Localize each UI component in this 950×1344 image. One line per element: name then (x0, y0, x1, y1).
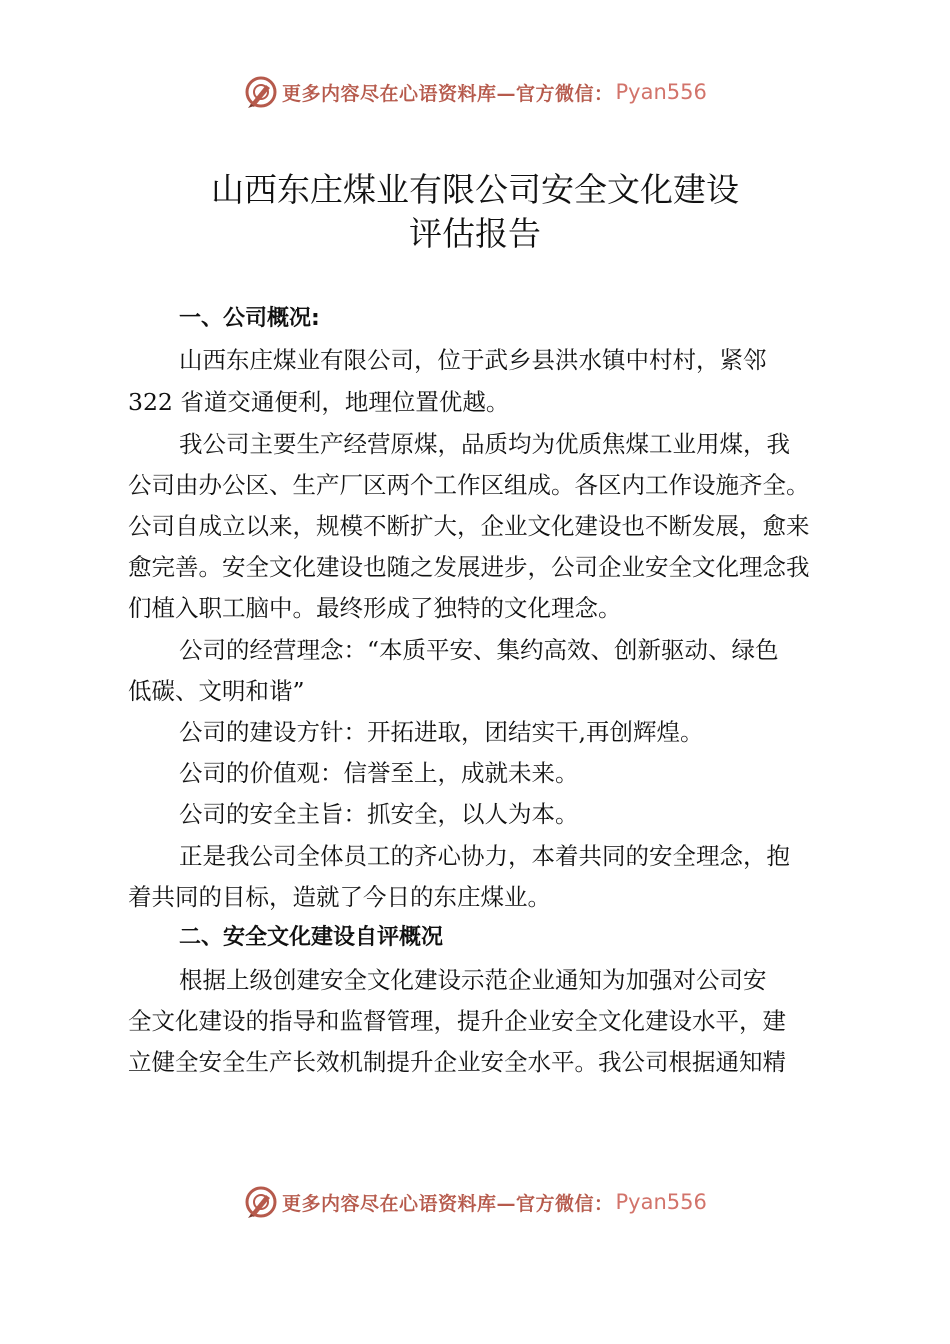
body-line: 们植入职工脑中。最终形成了独特的文化理念。 (128, 594, 622, 622)
section-heading-2: 二、安全文化建设自评概况 (179, 925, 444, 950)
watermark-wechat-id: Pyan556 (615, 1190, 707, 1214)
body-line: 着共同的目标，造就了今日的东庄煤业。 (128, 883, 551, 911)
body-line: 正是我公司全体员工的齐心协力，本着共同的安全理念，抱 (179, 842, 790, 870)
pen-circle-logo-icon (244, 1185, 278, 1219)
document-title-line2: 评估报告 (409, 214, 541, 253)
body-line: 公司的经营理念：“本质平安、集约高效、创新驱动、绿色 (179, 636, 779, 664)
watermark-banner-top (244, 74, 744, 110)
body-line: 公司的建设方针：开拓进取，团结实干,再创辉煌。 (179, 718, 704, 746)
body-line: 低碳、文明和谐” (128, 677, 305, 705)
pen-circle-logo-icon (244, 75, 278, 109)
body-line: 公司由办公区、生产厂区两个工作区组成。各区内工作设施齐全。 (128, 471, 810, 499)
body-line: 山西东庄煤业有限公司，位于武乡县洪水镇中村村，紧邻 (179, 346, 767, 374)
body-line: 愈完善。安全文化建设也随之发展进步，公司企业安全文化理念我 (128, 553, 810, 581)
body-line: 公司的安全主旨：抓安全，以人为本。 (179, 800, 579, 828)
watermark-banner-bottom (244, 1184, 744, 1220)
body-line: 公司自成立以来，规模不断扩大，企业文化建设也不断发展，愈来 (128, 512, 810, 540)
section-heading-1: 一、公司概况: (179, 306, 320, 331)
body-line: 根据上级创建安全文化建设示范企业通知为加强对公司安 (179, 966, 767, 994)
watermark-text: 更多内容尽在心语资料库—官方微信： (282, 82, 614, 105)
body-line: 立健全安全生产长效机制提升企业安全水平。我公司根据通知精 (128, 1048, 786, 1076)
watermark-text: 更多内容尽在心语资料库—官方微信： (282, 1192, 614, 1215)
watermark-wechat-id: Pyan556 (615, 80, 707, 104)
body-line: 公司的价值观：信誉至上，成就未来。 (179, 759, 579, 787)
body-line: 我公司主要生产经营原煤，品质均为优质焦煤工业用煤，我 (179, 430, 790, 458)
body-line: 322 省道交通便利，地理位置优越。 (128, 388, 510, 416)
body-line: 全文化建设的指导和监督管理，提升企业安全文化建设水平，建 (128, 1007, 786, 1035)
document-title-line1: 山西东庄煤业有限公司安全文化建设 (211, 170, 739, 209)
